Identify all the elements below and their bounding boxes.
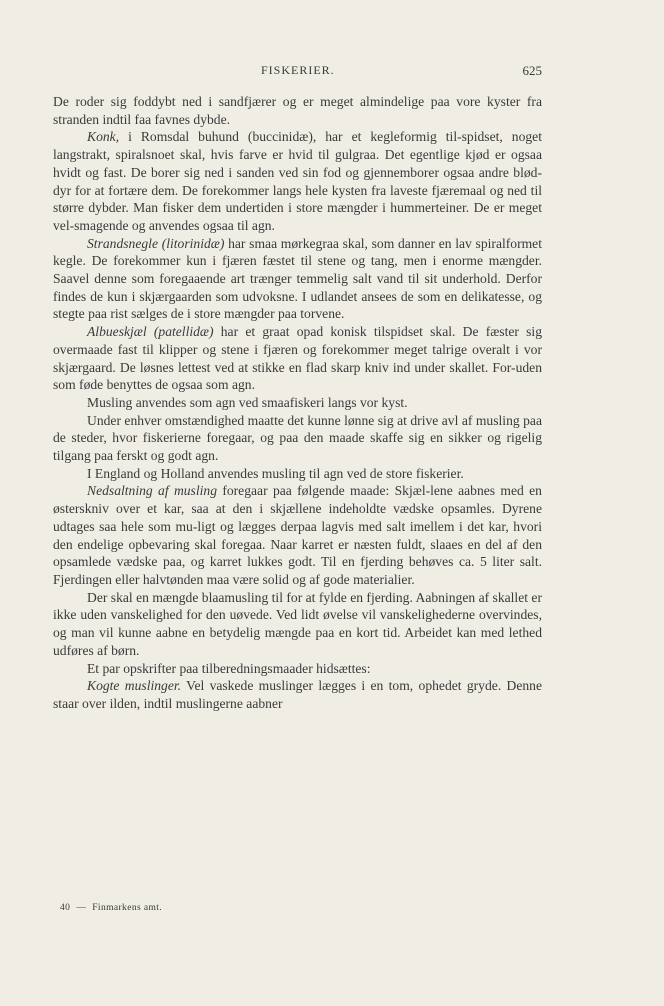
paragraph-term: Kogte muslinger. bbox=[87, 678, 182, 694]
paragraph-text: har smaa mørkegraa skal, som danner en lav spiralformet kegle. De forekommer kun i fjæren fæstet til stene og tang, men i enorme mængder. Saavel denne som foregaaende art trænger temmelig salt vand til sit underhold. Derfor findes de kun i skjærgaarden som udvoksne. I udlandet ansees de som en delikatesse, og stegte paa rist sælges de i store mængder paa torvene. bbox=[53, 235, 542, 322]
paragraph bbox=[53, 323, 542, 394]
footer-separator: — bbox=[76, 903, 87, 913]
paragraph bbox=[53, 482, 542, 588]
paragraph-text: i Romsdal buhund (buccinidæ), har et kegleformig til-spidset, noget langstrakt, spiralsnoet skal, hvis farve er hvid til gulgraa. Det egentlige kjød er ogsaa hvidt og fast. De borer sig ned i sanden ved sin fod og gjennemborer ogsaa andre blød-dyr for at fortære dem. De forekommer langs hele kysten fra laveste fjæremaal og ned til større dybder. Man fisker dem undertiden i store mængder i hummerteiner. De er meget vel-smagende og anvendes ogsaa til agn. bbox=[53, 129, 542, 233]
signature-line bbox=[60, 903, 162, 913]
body-text bbox=[53, 93, 542, 713]
paragraph bbox=[53, 394, 542, 412]
paragraph bbox=[53, 589, 542, 660]
page-header bbox=[53, 63, 542, 79]
paragraph-text: I England og Holland anvendes musling til agn ved de store fiskerier. bbox=[87, 465, 464, 481]
paragraph-text: De roder sig foddybt ned i sandfjærer og er meget almindelige paa vore kyster fra stranden indtil faa favnes dybde. bbox=[53, 94, 542, 127]
paragraph-text: foregaar paa følgende maade: Skjæl-lene aabnes med en østerskniv over et kar, saa at den i skjællene indeholdte vædske opsamles. Dyrene udtages saa hele som mu-ligt og lægges derpaa lagvis med salt imellem i det kar, hvori den endelige opbevaring skal foregaa. Naar karret er næsten fuldt, slaaes en del af den opsamlede vædske paa, og karret lukkes godt. Til en fjerding behøves ca. 5 liter salt. Fjerdingen eller halvtønden maa være solid og af gode materialier. bbox=[53, 483, 542, 587]
running-title: FISKERIER. bbox=[261, 63, 335, 77]
paragraph bbox=[53, 235, 542, 324]
paragraph-term: Strandsnegle (litorinidæ) bbox=[87, 235, 225, 251]
paragraph bbox=[53, 677, 542, 712]
paragraph-text: Der skal en mængde blaamusling til for at fylde en fjerding. Aabningen af skallet er ikke uden vanskelighed for den uøvede. Ved lidt øvelse vil vanskelighederne overvindes, og man vil kunne aabne en betydelig mængde paa en kort tid. Arbeidet kan med lethed udføres af børn. bbox=[53, 589, 542, 658]
paragraph-text: Vel vaskede muslinger lægges i en tom, ophedet gryde. Denne staar over ilden, indtil muslingerne aabner bbox=[53, 678, 543, 711]
paragraph bbox=[53, 93, 542, 128]
page-number: 625 bbox=[522, 63, 542, 78]
paragraph-term: Nedsaltning af musling bbox=[87, 483, 217, 499]
paragraph bbox=[53, 128, 542, 234]
sheet-number: 40 bbox=[60, 903, 71, 913]
paragraph-text: Under enhver omstændighed maatte det kunne lønne sig at drive avl af musling paa de steder, hvor fiskerierne foregaar, og paa den maade skaffe sig en sikker og rigelig tilgang paa ferskt og godt agn. bbox=[53, 412, 542, 464]
printer-signature: Finmarkens amt. bbox=[92, 903, 163, 913]
paragraph bbox=[53, 660, 542, 678]
paragraph-term: Albueskjæl (patellidæ) bbox=[87, 324, 214, 340]
paragraph-text: har et graat opad konisk tilspidset skal. De fæster sig overmaade fast til klipper og stene i fjæren og forekommer meget talrige overalt i vor skjærgaard. De løsnes lettest ved at stikke en flad skarp kniv ind under skallet. For-uden som føde benyttes de ogsaa som agn. bbox=[53, 324, 543, 393]
paragraph bbox=[53, 412, 542, 465]
paragraph-text: Musling anvendes som agn ved smaafiskeri langs vor kyst. bbox=[87, 394, 408, 410]
paragraph-text: Et par opskrifter paa tilberedningsmaader hidsættes: bbox=[87, 660, 371, 676]
paragraph-term: Konk, bbox=[87, 129, 120, 145]
paragraph bbox=[53, 465, 542, 483]
